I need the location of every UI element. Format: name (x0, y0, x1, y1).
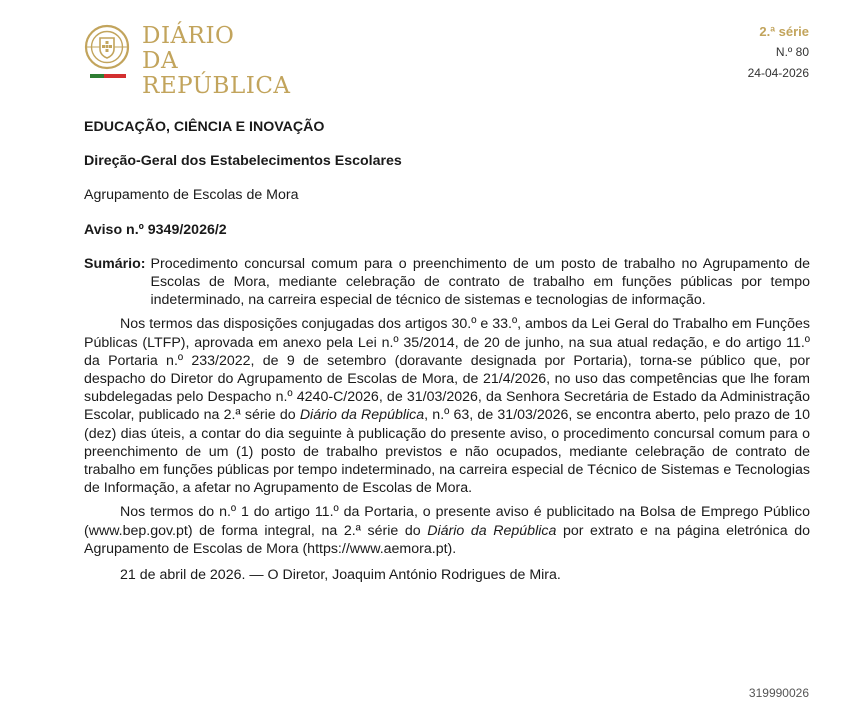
document-code: 319990026 (748, 686, 809, 700)
paragraph-2-italic: Diário da República (427, 522, 557, 539)
aviso-title: Aviso n.º 9349/2026/2 (84, 221, 227, 238)
page-header (0, 0, 864, 100)
agrupamento-heading: Agrupamento de Escolas de Mora (84, 187, 299, 204)
signature-line: 21 de abril de 2026. — O Diretor, Joaquim António Rodrigues de Mira. (120, 567, 561, 584)
sumario-text: Procedimento concursal comum para o preenchimento de um posto de trabalho no Agrupamento de Escolas de Mora, mediante celebração de contrato de trabalho em funções públicas por tempo indeterminado, na carreira especial de técnico de sistemas e tecnologias de informação. (150, 255, 810, 309)
paragraph-1-part-2: , n.º 63, de 31/03/2026, se encontra aberto, pelo prazo de 10 (dez) dias úteis, a contar do dia seguinte à publicação do presente aviso, o procedimento concursal comum para o preenchimento de um (1) posto de trabalho previstos e não ocupados, mediante celebração de contrato de trabalho em funções públicas por tempo indeterminado, na carreira especial de Técnico de Sistemas e Tecnologias de Informação, a afetar no Agrupamento de Escolas de Mora. (84, 407, 810, 497)
direcao-heading: Direção-Geral dos Estabelecimentos Escolares (84, 153, 402, 170)
serie-label: 2.ª série (759, 24, 809, 39)
diario-republica-logo (84, 22, 334, 99)
ministry-heading: EDUCAÇÃO, CIÊNCIA E INOVAÇÃO (84, 119, 325, 135)
paragraph-2-part-2: por extrato e na página eletrónica do Agrupamento de Escolas de Mora (https://www.aemora.pt). (84, 522, 810, 557)
flag-bar (90, 74, 126, 78)
paragraph-1-italic: Diário da República (299, 407, 425, 424)
paragraph-2-part-1: Nos termos do n.º 1 do artigo 11.º da Portaria, o presente aviso é publicitado na Bolsa de Emprego Público (www.bep.gov.pt) de forma integral, na 2.ª série do (84, 504, 810, 539)
coat-of-arms-icon (84, 24, 130, 70)
logo-line-1: DIÁRIO (142, 23, 235, 49)
document-content (84, 118, 810, 584)
logo-text (142, 24, 334, 99)
issue-number: N.º 80 (775, 45, 809, 59)
sumario-block (84, 255, 810, 310)
paragraph-2 (84, 503, 810, 558)
logo-line-2: DA REPÚBLICA (142, 48, 291, 99)
sumario-label: Sumário: (84, 255, 146, 272)
issue-date: 24-04-2026 (747, 66, 809, 80)
paragraph-1-part-1: Nos termos das disposições conjugadas dos artigos 30.º e 33.º, ambos da Lei Geral do Trabalho em Funções Públicas (LTFP), aprovada em anexo pela Lei n.º 35/2014, de 20 de junho, na sua atual redação, e do artigo 11.º da Portaria n.º 233/2022, de 9 de setembro (doravante designada por Portaria), torna-se público que, por despacho do Diretor do Agrupamento de Escolas de Mora, de 21/4/2026, no uso das competências que lhe foram subdelegadas pelo Despacho n.º 4240-C/2026, de 31/03/2026, da Senhora Secretária de Estado da Administração Escolar, publicado na 2.ª série do (84, 316, 810, 424)
paragraph-1 (84, 315, 810, 497)
issue-meta (748, 21, 809, 84)
